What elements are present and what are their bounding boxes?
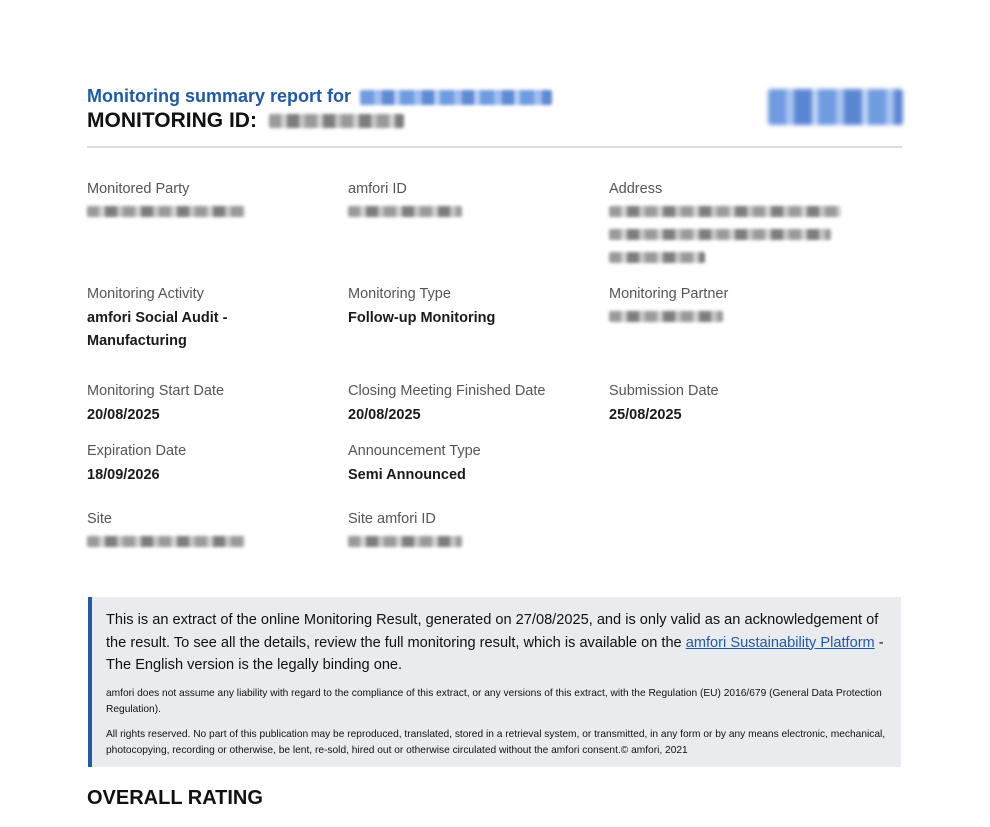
field-address xyxy=(609,181,849,263)
report-title-prefix: Monitoring summary report for xyxy=(87,86,352,106)
site-amfori-id-label: Site amfori ID xyxy=(348,511,436,527)
redacted-amfori-id xyxy=(348,206,462,217)
extract-notice-box xyxy=(88,597,901,767)
redacted-monitored-party xyxy=(87,206,245,217)
amfori-logo xyxy=(768,89,903,125)
field-amfori-id xyxy=(348,181,588,217)
field-monitoring-activity xyxy=(87,286,327,353)
address-label: Address xyxy=(609,181,663,197)
notice-liability-text: amfori does not assume any liability with regard to the compliance of this extract, or any versions of this extract, with the Regulation (EU) 2016/679 (General Data Protection Regulation). xyxy=(106,687,882,715)
redacted-monitoring-id xyxy=(269,114,404,128)
closing-date-value: 20/08/2025 xyxy=(348,407,421,423)
overall-rating-heading: OVERALL RATING xyxy=(87,787,263,809)
monitoring-type-value: Follow-up Monitoring xyxy=(348,310,496,326)
notice-main-text xyxy=(106,609,889,677)
field-monitored-party xyxy=(87,181,327,217)
redacted-company-name xyxy=(360,90,552,105)
start-date-value: 20/08/2025 xyxy=(87,407,160,423)
announcement-type-value: Semi Announced xyxy=(348,467,466,483)
field-closing-meeting-date xyxy=(348,383,588,427)
redacted-site xyxy=(87,536,245,547)
amfori-platform-link[interactable]: amfori Sustainability Platform xyxy=(685,634,875,651)
monitored-party-label: Monitored Party xyxy=(87,181,190,197)
field-announcement-type xyxy=(348,443,588,487)
announcement-type-label: Announcement Type xyxy=(348,443,481,459)
header-divider xyxy=(87,146,902,148)
start-date-label: Monitoring Start Date xyxy=(87,383,225,399)
report-title xyxy=(87,86,552,107)
expiration-date-label: Expiration Date xyxy=(87,443,187,459)
field-monitoring-partner xyxy=(609,286,849,322)
field-expiration-date xyxy=(87,443,327,487)
redacted-monitoring-partner xyxy=(609,311,723,322)
field-monitoring-start-date xyxy=(87,383,327,427)
monitoring-id-heading xyxy=(87,109,404,133)
redacted-address-line-3 xyxy=(609,252,705,263)
monitoring-activity-label: Monitoring Activity xyxy=(87,286,204,302)
redacted-address-line-2 xyxy=(609,229,831,240)
monitoring-id-label: MONITORING ID: xyxy=(87,109,257,132)
notice-rights-text: All rights reserved. No part of this publication may be reproduced, translated, stored in a retrieval system, or transmitted, in any form or by any means electronic, mechanical, photocopying, recording or otherwise, be lent, re-sold, hired out or otherwise circulated without the amfori consent.© amfori, 2021 xyxy=(106,728,886,756)
amfori-id-label: amfori ID xyxy=(348,181,407,197)
closing-date-label: Closing Meeting Finished Date xyxy=(348,383,546,399)
monitoring-type-label: Monitoring Type xyxy=(348,286,451,302)
notice-text-before-link: This is an extract of the online Monitoring Result, generated on 27/08/2025, and is only valid as an acknowledgement of the result. To see all the details, review the full monitoring result, which is available on the xyxy=(106,612,879,651)
monitoring-partner-label: Monitoring Partner xyxy=(609,286,729,302)
site-label: Site xyxy=(87,511,112,527)
expiration-date-value: 18/09/2026 xyxy=(87,467,160,483)
field-site xyxy=(87,511,327,547)
notice-text-after-link: - The English version is the legally binding one. xyxy=(106,634,884,673)
redacted-site-amfori-id xyxy=(348,536,462,547)
submission-date-label: Submission Date xyxy=(609,383,719,399)
field-monitoring-type xyxy=(348,286,588,330)
submission-date-value: 25/08/2025 xyxy=(609,407,682,423)
monitoring-activity-value: amfori Social Audit - Manufacturing xyxy=(87,310,228,349)
redacted-address-line-1 xyxy=(609,206,841,217)
field-submission-date xyxy=(609,383,849,427)
field-site-amfori-id xyxy=(348,511,588,547)
